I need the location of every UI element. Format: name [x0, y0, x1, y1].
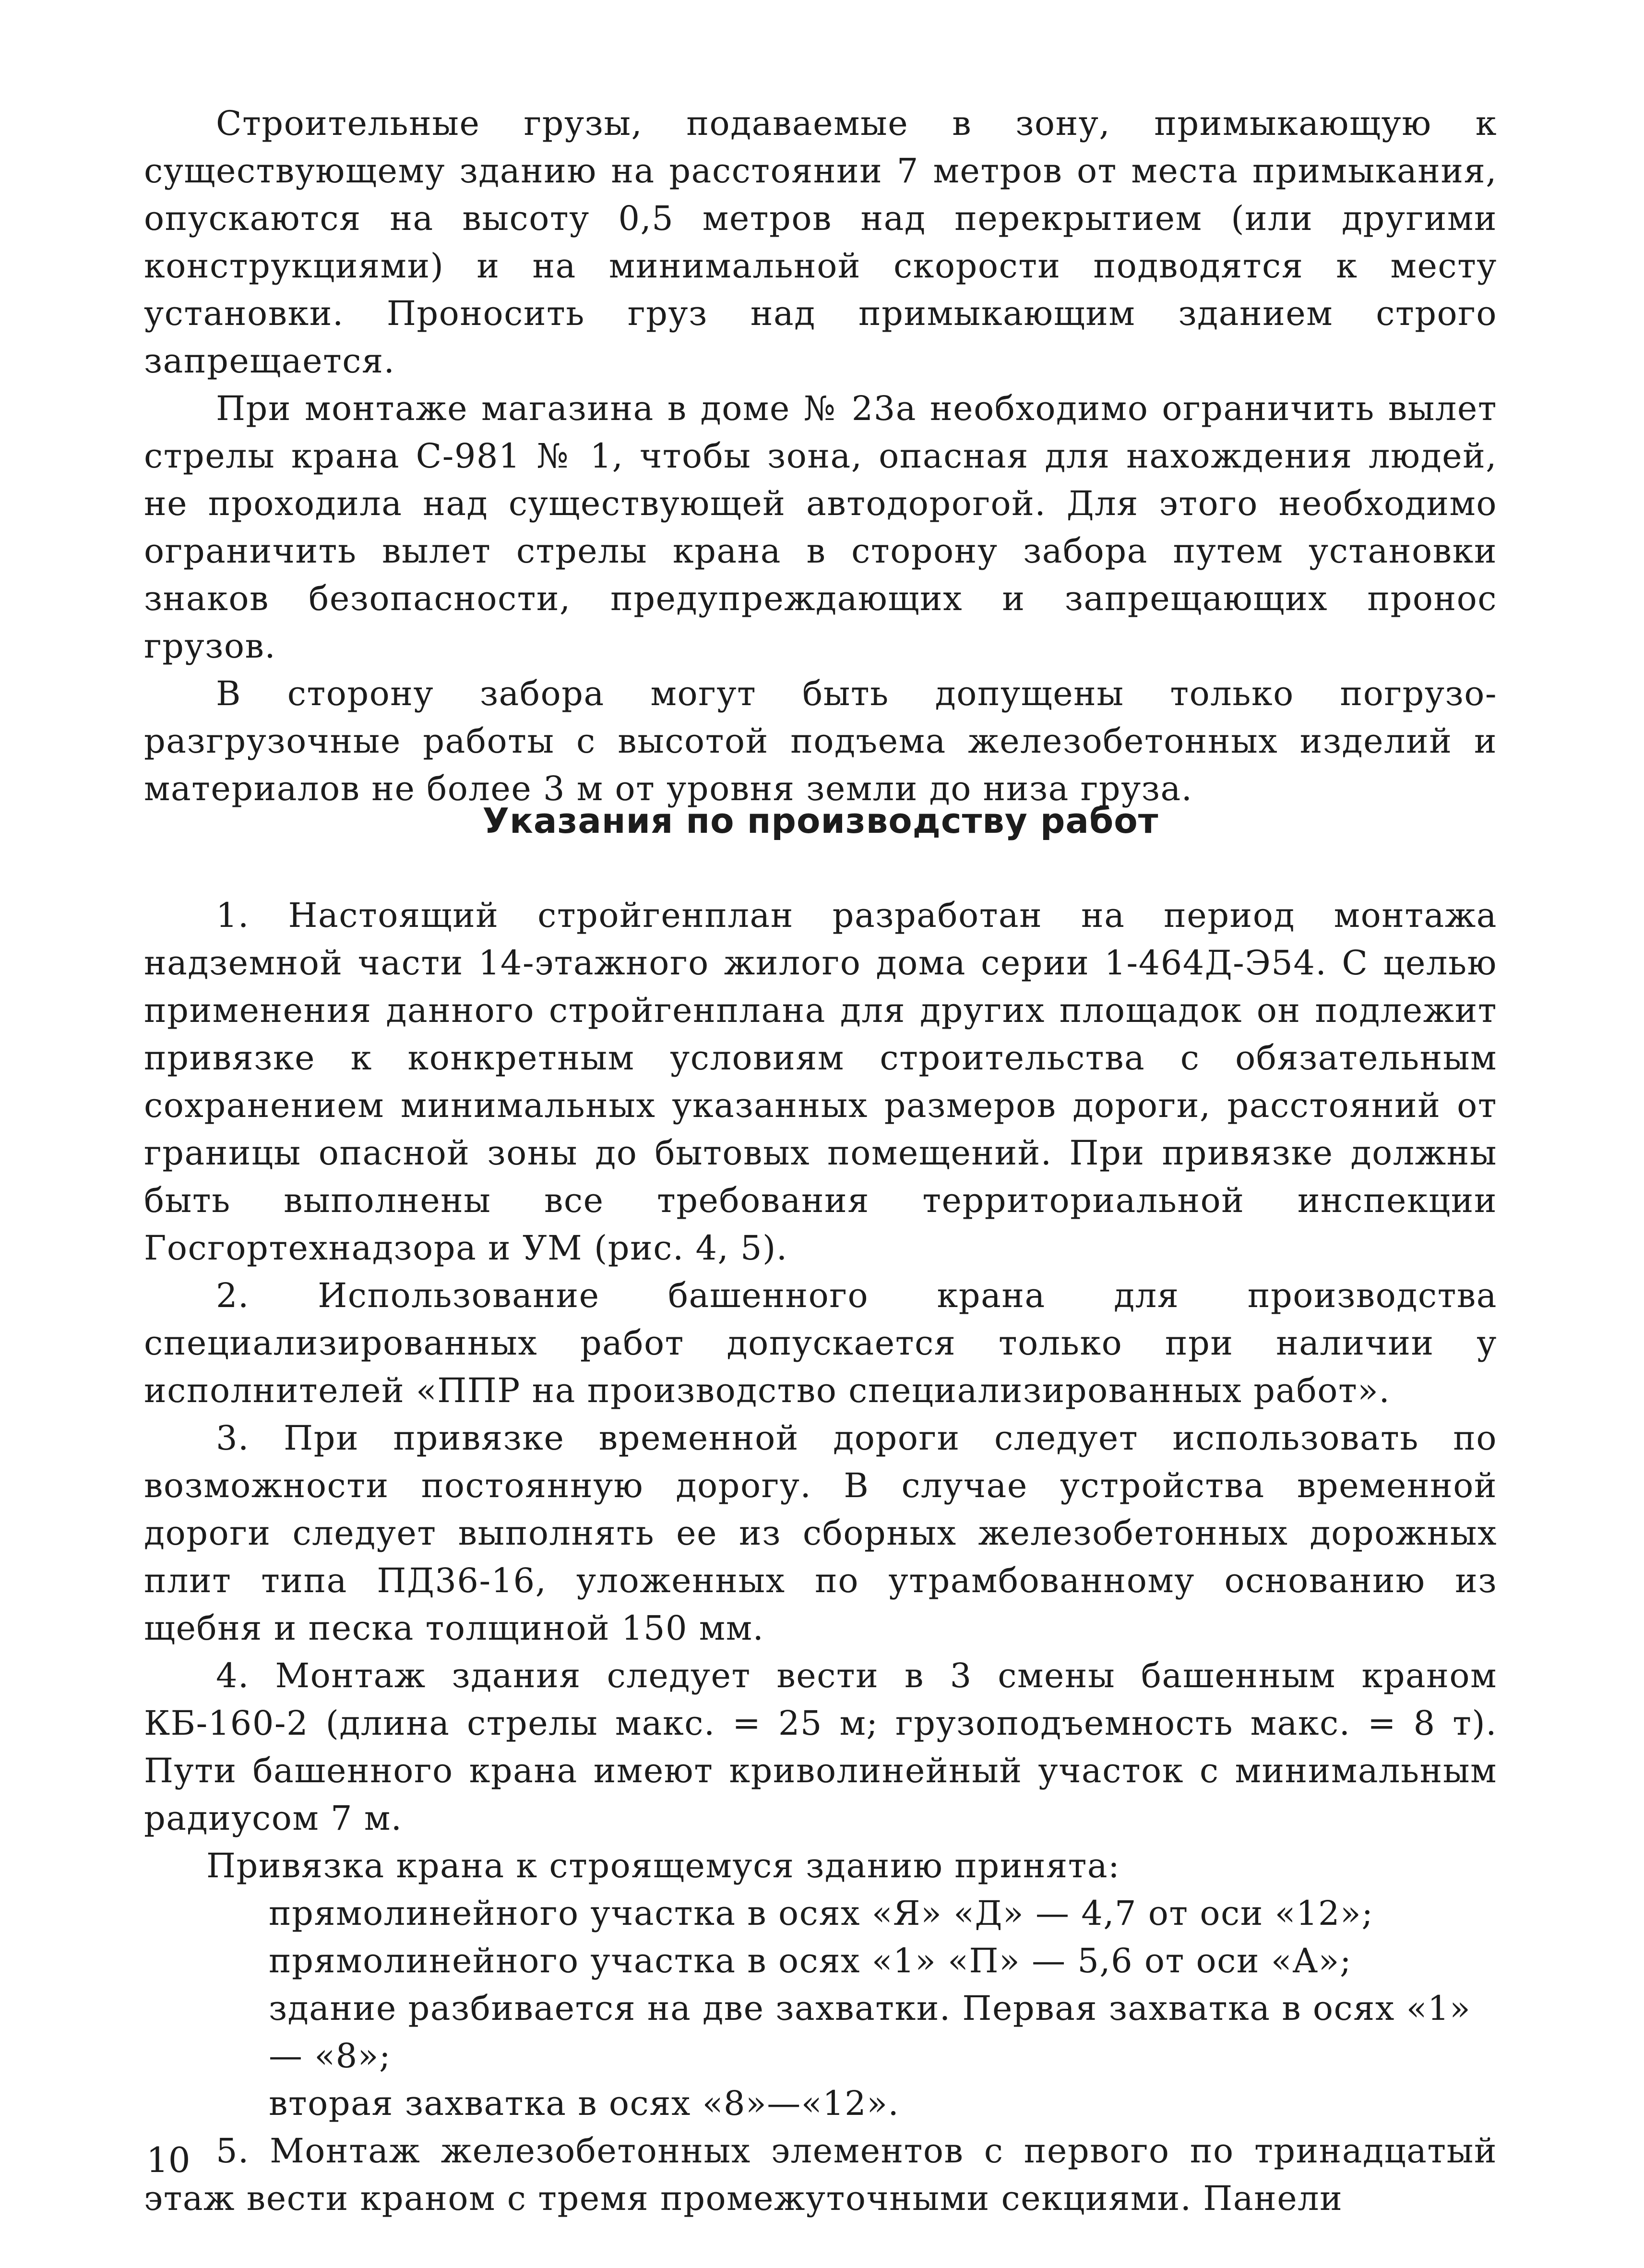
page-number: 10: [146, 2140, 191, 2180]
intro-paragraph-1: Строительные грузы, подаваемые в зону, примыкающую к существующему зданию на расстоянии 7 метров от места примыкания, опускаются на высоту 0,5 метров над перекрытием (или другими конструкциями) и на минимальной скорости подводятся к месту установки. Проносить груз над примыкающим зданием строго запрещается.: [144, 104, 1497, 381]
crane-binding-list: [144, 1842, 1497, 2127]
instructions-text-block: [144, 892, 1497, 2222]
instruction-item-3: 3. При привязке временной дороги следует использовать по возможности постоянную дорогу. В случае устройства временной дороги следует выполнять ее из сборных железобетонных дорожных плит типа ПД36-16, уложенных по утрамбованному основанию из щебня и песка толщиной 150 мм.: [144, 1418, 1497, 1648]
crane-binding-line-4: вторая захватка в осях «8»—«12».: [269, 2084, 900, 2123]
intro-text-block: [144, 100, 1497, 813]
instruction-item-2: 2. Использование башенного крана для производства специализированных работ допускается только при наличии у исполнителей «ППР на производство специализированных работ».: [144, 1276, 1497, 1410]
crane-binding-intro: Привязка крана к строящемуся зданию принята:: [206, 1846, 1120, 1885]
instruction-item-5: 5. Монтаж железобетонных элементов с первого по тринадцатый этаж вести краном с тремя промежуточными секциями. Панели: [144, 2131, 1497, 2218]
instruction-item-1: 1. Настоящий стройгенплан разработан на период монтажа надземной части 14-этажного жилого дома серии 1-464Д-Э54. С целью применения данного стройгенплана для других площадок он подлежит привязке к конкретным условиям строительства с обязательным сохранением минимальных указанных размеров дороги, расстояний от границы опасной зоны до бытовых помещений. При привязке должны быть выполнены все требования территориальной инспекции Госгортехнадзора и УМ (рис. 4, 5).: [144, 896, 1497, 1268]
crane-binding-line-3: здание разбивается на две захватки. Первая захватка в осях «1» — «8»;: [269, 1989, 1471, 2076]
intro-paragraph-3: В сторону забора могут быть допущены только погрузо-разгрузочные работы с высотой подъема железобетонных изделий и материалов не более 3 м от уровня земли до низа груза.: [144, 674, 1497, 808]
crane-binding-line-1: прямолинейного участка в осях «Я» «Д» — 4,7 от оси «12»;: [269, 1894, 1374, 1933]
instruction-item-4: 4. Монтаж здания следует вести в 3 смены башенным краном КБ-160-2 (длина стрелы макс. = 25 м; грузоподъемность макс. = 8 т). Пути башенного крана имеют криволинейный участок с минимальным радиусом 7 м.: [144, 1656, 1497, 1838]
crane-binding-line-2: прямолинейного участка в осях «1» «П» — 5,6 от оси «А»;: [269, 1941, 1352, 1980]
intro-paragraph-2: При монтаже магазина в доме № 23а необходимо ограничить вылет стрелы крана С-981 № 1, чтобы зона, опасная для нахождения людей, не проходила над существующей автодорогой. Для этого необходимо ограничить вылет стрелы крана в сторону забора путем установки знаков безопасности, предупреждающих и запрещающих пронос грузов.: [144, 389, 1497, 666]
section-heading: Указания по производству работ: [482, 801, 1159, 841]
